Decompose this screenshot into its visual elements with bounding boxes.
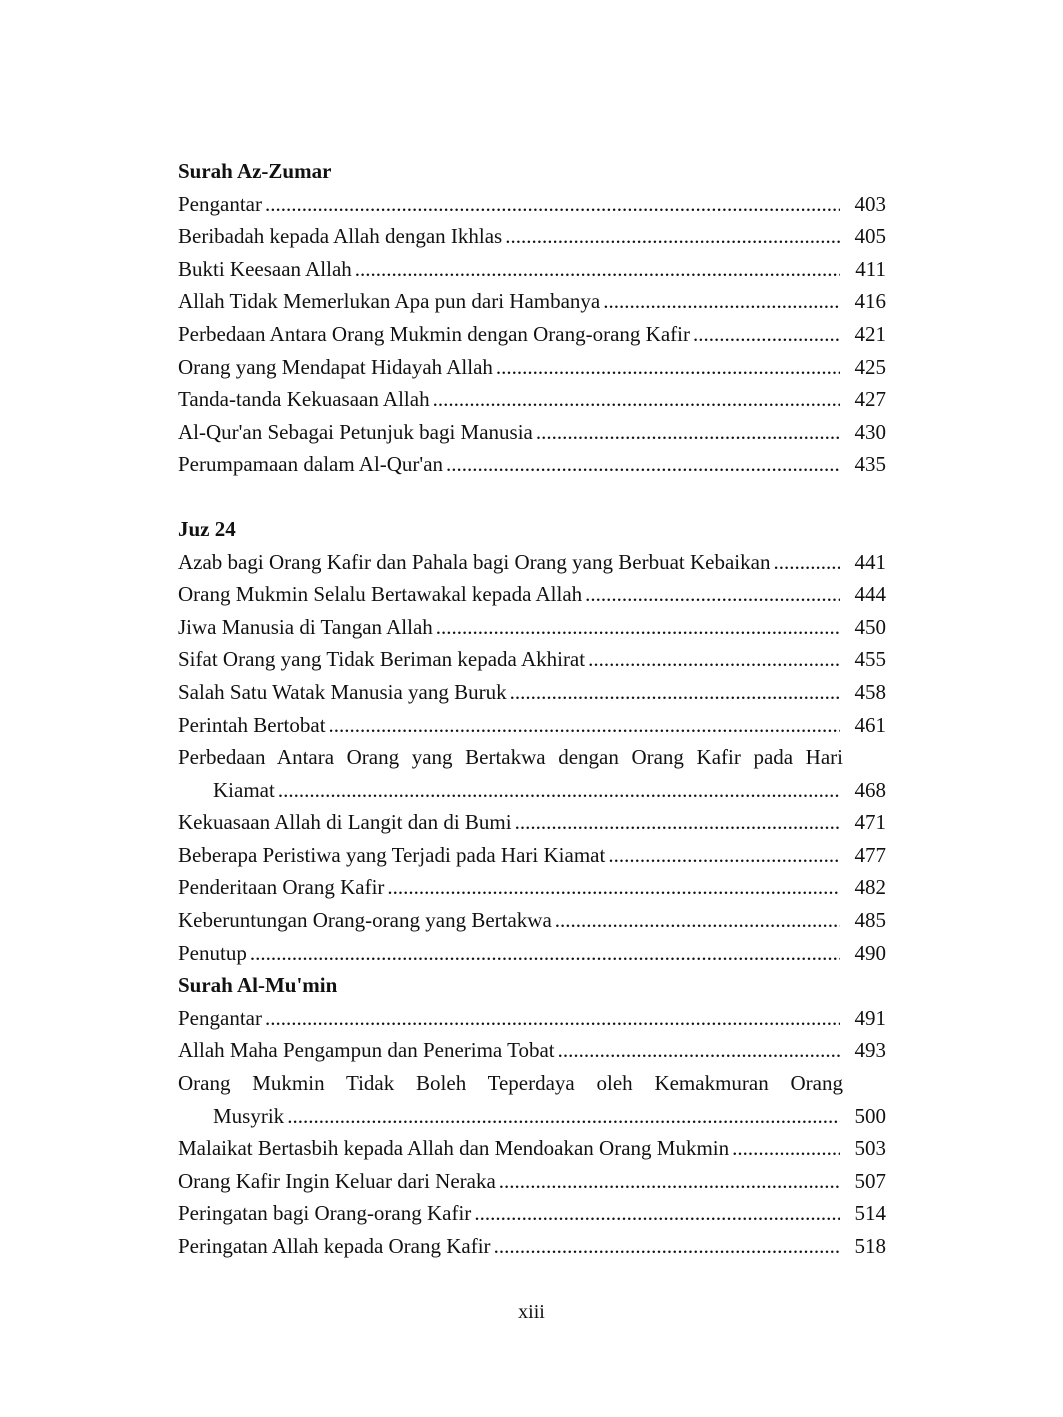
toc-entry[interactable]: [178, 285, 886, 318]
leader-dots: [355, 253, 840, 286]
toc-entry[interactable]: [178, 1100, 886, 1133]
toc-entry[interactable]: [178, 611, 886, 644]
entry-title: Peringatan bagi Orang-orang Kafir: [178, 1201, 472, 1226]
section-spacer: [178, 481, 886, 513]
entry-page: 518: [854, 1234, 886, 1258]
table-of-contents: [178, 155, 886, 1263]
entry-page: 471: [854, 810, 886, 835]
entry-title: Perumpamaan dalam Al-Qur'an: [178, 452, 444, 477]
leader-dots: [265, 1002, 840, 1035]
entry-title: Penutup: [178, 940, 247, 965]
entry-title: Jiwa Manusia di Tangan Allah: [178, 614, 433, 639]
toc-entry[interactable]: [178, 351, 886, 384]
leader-dots: [693, 318, 840, 351]
entry-page: 405: [854, 224, 886, 249]
entry-page: 441: [854, 549, 886, 574]
leader-dots: [505, 220, 840, 253]
leader-dots: [433, 383, 840, 416]
toc-entry[interactable]: [178, 253, 886, 286]
toc-entry[interactable]: [178, 188, 886, 221]
toc-entry[interactable]: [178, 1034, 886, 1067]
entry-title-line1[interactable]: Orang Mukmin Tidak Boleh Teperdaya oleh Kemakmuran Orang: [178, 1071, 843, 1096]
toc-entry[interactable]: [178, 839, 886, 872]
entry-title: Salah Satu Watak Manusia yang Buruk: [178, 679, 507, 704]
entry-title: Allah Maha Pengampun dan Penerima Tobat: [178, 1038, 555, 1063]
leader-dots: [608, 839, 840, 872]
toc-entry[interactable]: [178, 1230, 886, 1263]
entry-page: 416: [854, 289, 886, 314]
entry-page: 503: [854, 1136, 886, 1161]
entry-page: 458: [854, 679, 886, 704]
entry-page: 491: [854, 1005, 886, 1030]
toc-entry[interactable]: [178, 448, 886, 481]
entry-title: Malaikat Bertasbih kepada Allah dan Mendoakan Orang Mukmin: [178, 1136, 730, 1161]
entry-title: Tanda-tanda Kekuasaan Allah: [178, 387, 430, 412]
entry-title-line2: Kiamat: [213, 777, 275, 802]
entry-title: Peringatan Allah kepada Orang Kafir: [178, 1234, 491, 1258]
entry-page: 435: [854, 452, 886, 477]
toc-entry[interactable]: [178, 806, 886, 839]
toc-entry[interactable]: [178, 1002, 886, 1035]
entry-page: 403: [854, 191, 886, 216]
toc-entry[interactable]: [178, 383, 886, 416]
entry-page: 450: [854, 614, 886, 639]
leader-dots: [494, 1230, 840, 1263]
toc-entry[interactable]: [178, 318, 886, 351]
leader-dots: [510, 676, 840, 709]
entry-title: Beberapa Peristiwa yang Terjadi pada Hari Kiamat: [178, 842, 606, 867]
entry-page: 485: [854, 908, 886, 933]
toc-entry[interactable]: [178, 937, 886, 970]
toc-entry[interactable]: [178, 416, 886, 449]
entry-title: Perintah Bertobat: [178, 712, 326, 737]
leader-dots: [474, 1197, 840, 1230]
section-heading-az-zumar: Surah Az-Zumar: [178, 159, 332, 183]
leader-dots: [250, 937, 840, 970]
entry-page: 482: [854, 875, 886, 900]
entry-title: Bukti Keesaan Allah: [178, 256, 352, 281]
entry-title: Allah Tidak Memerlukan Apa pun dari Hambanya: [178, 289, 601, 314]
toc-entry[interactable]: [178, 546, 886, 579]
section-heading-juz-24: Juz 24: [178, 516, 236, 541]
entry-title: Kekuasaan Allah di Langit dan di Bumi: [178, 810, 512, 835]
entry-title: Sifat Orang yang Tidak Beriman kepada Akhirat: [178, 647, 586, 672]
entry-page: 493: [854, 1038, 886, 1063]
section-heading-al-mumin: Surah Al-Mu'min: [178, 973, 338, 998]
entry-title: Azab bagi Orang Kafir dan Pahala bagi Orang yang Berbuat Kebaikan: [178, 549, 771, 574]
leader-dots: [558, 1034, 840, 1067]
leader-dots: [588, 643, 840, 676]
toc-entry[interactable]: [178, 1197, 886, 1230]
entry-title: Al-Qur'an Sebagai Petunjuk bagi Manusia: [178, 419, 533, 444]
entry-title: Beribadah kepada Allah dengan Ikhlas: [178, 224, 503, 249]
toc-entry[interactable]: [178, 643, 886, 676]
entry-page: 500: [854, 1103, 886, 1128]
entry-page: 427: [854, 387, 886, 412]
entry-page: 514: [854, 1201, 886, 1226]
entry-title: Orang Kafir Ingin Keluar dari Neraka: [178, 1168, 496, 1193]
entry-page: 430: [854, 419, 886, 444]
toc-entry[interactable]: [178, 904, 886, 937]
page-number: xiii: [518, 1301, 545, 1323]
entry-page: 490: [854, 940, 886, 965]
entry-page: 444: [854, 582, 886, 607]
entry-page: 421: [854, 321, 886, 346]
leader-dots: [536, 416, 840, 449]
leader-dots: [265, 188, 840, 221]
entry-title: Pengantar: [178, 1005, 262, 1030]
entry-page: 425: [854, 354, 886, 379]
toc-entry[interactable]: [178, 1132, 886, 1165]
leader-dots: [555, 904, 840, 937]
toc-entry[interactable]: [178, 220, 886, 253]
leader-dots: [515, 806, 840, 839]
entry-title: Orang yang Mendapat Hidayah Allah: [178, 354, 493, 379]
entry-page: 461: [854, 712, 886, 737]
toc-entry[interactable]: [178, 676, 886, 709]
entry-page: 411: [855, 256, 886, 281]
toc-entry[interactable]: [178, 1165, 886, 1198]
leader-dots: [387, 871, 840, 904]
entry-title: Perbedaan Antara Orang Mukmin dengan Orang-orang Kafir: [178, 321, 690, 346]
entry-title: Keberuntungan Orang-orang yang Bertakwa: [178, 908, 552, 933]
leader-dots: [436, 611, 840, 644]
entry-title: Orang Mukmin Selalu Bertawakal kepada Allah: [178, 582, 583, 607]
leader-dots: [496, 351, 840, 384]
leader-dots: [603, 285, 840, 318]
toc-entry[interactable]: [178, 578, 886, 611]
leader-dots: [732, 1132, 840, 1165]
entry-title: Penderitaan Orang Kafir: [178, 875, 385, 900]
leader-dots: [585, 578, 840, 611]
entry-page: 455: [854, 647, 886, 672]
toc-entry[interactable]: [178, 709, 886, 742]
leader-dots: [773, 546, 840, 579]
leader-dots: [287, 1100, 840, 1133]
leader-dots: [329, 709, 840, 742]
entry-title: Pengantar: [178, 191, 262, 216]
leader-dots: [499, 1165, 840, 1198]
entry-page: 507: [854, 1168, 886, 1193]
entry-title-line1[interactable]: Perbedaan Antara Orang yang Bertakwa dengan Orang Kafir pada Hari: [178, 745, 843, 770]
entry-title-line2: Musyrik: [213, 1103, 285, 1128]
leader-dots: [278, 774, 840, 807]
entry-page: 468: [854, 777, 886, 802]
toc-entry[interactable]: [178, 774, 886, 807]
entry-page: 477: [854, 842, 886, 867]
leader-dots: [446, 448, 840, 481]
toc-entry[interactable]: [178, 871, 886, 904]
